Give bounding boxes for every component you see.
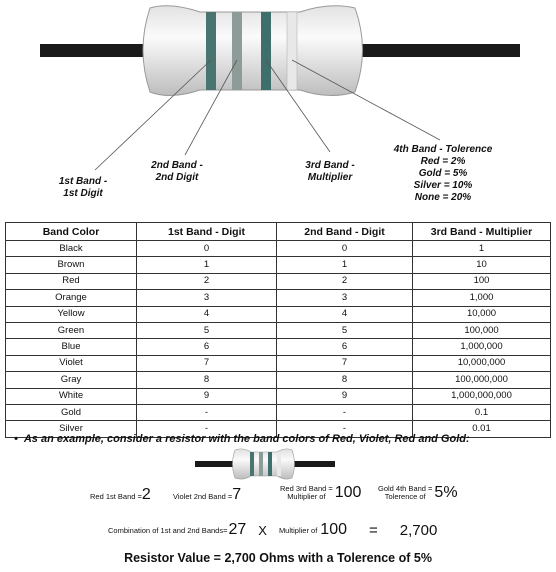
red-first-band-value: 2 (141, 486, 151, 503)
cell-multiplier: 10,000,000 (413, 355, 551, 371)
table-row (6, 273, 551, 289)
gold-fourth-band-label (378, 485, 432, 501)
band3-callout-line1: 3rd Band - (305, 160, 355, 171)
violet-second-band-value: 7 (232, 486, 242, 503)
right-lead (355, 44, 520, 57)
cell-color: Green (6, 322, 137, 338)
cell-digit1: 8 (137, 372, 277, 388)
cell-digit2: - (277, 404, 413, 420)
example-intro (14, 433, 550, 445)
cell-multiplier: 100,000 (413, 322, 551, 338)
violet-second-band-label: Violet 2nd Band = (173, 492, 233, 501)
red-third-band-value: 100 (334, 484, 362, 501)
cell-multiplier: 1,000,000 (413, 339, 551, 355)
cell-digit2: 8 (277, 372, 413, 388)
multiplier-value: 100 (320, 521, 347, 538)
combo-label: Combination of 1st and 2nd Bands= (108, 525, 228, 535)
cell-multiplier: 1 (413, 241, 551, 257)
example-band-4 (277, 452, 281, 476)
header-multiplier: 3rd Band - Multiplier (413, 223, 551, 241)
cell-digit1: 5 (137, 322, 277, 338)
band4-callout-line2: Red = 2% (420, 156, 466, 167)
band2-callout-line1: 2nd Band - (151, 160, 203, 171)
cell-digit2: 3 (277, 290, 413, 306)
product-value: 2,700 (399, 521, 438, 539)
table-row (6, 355, 551, 371)
table-row (6, 322, 551, 338)
red-third-band-label (280, 485, 333, 501)
band-2 (232, 12, 242, 90)
band2-callout (142, 160, 212, 184)
cell-digit1: 3 (137, 290, 277, 306)
cell-digit2: 5 (277, 322, 413, 338)
cell-multiplier: 10 (413, 257, 551, 273)
table-row (6, 388, 551, 404)
cell-color: Blue (6, 339, 137, 355)
red-third-band-label-line2: Multiplier of (287, 492, 326, 501)
cell-digit2: 9 (277, 388, 413, 404)
cell-multiplier: 100,000,000 (413, 372, 551, 388)
bullet-icon: • (14, 433, 18, 445)
header-first-digit: 1st Band - Digit (137, 223, 277, 241)
example-right-lead (290, 461, 335, 467)
cell-digit2: 7 (277, 355, 413, 371)
header-second-digit: 2nd Band - Digit (277, 223, 413, 241)
cell-color: Gold (6, 404, 137, 420)
violet-second-band (173, 486, 241, 504)
table-row (6, 339, 551, 355)
cell-color: Red (6, 273, 137, 289)
band4-callout-line5: None = 20% (414, 192, 472, 203)
cell-multiplier: 1,000 (413, 290, 551, 306)
band3-callout (295, 160, 365, 184)
cell-color: Brown (6, 257, 137, 273)
cell-color: Orange (6, 290, 137, 306)
gold-fourth-band (378, 484, 458, 502)
cell-digit1: 9 (137, 388, 277, 404)
example-left-lead (195, 461, 235, 467)
example-band-3 (268, 452, 272, 476)
band1-callout-line1: 1st Band - (58, 176, 108, 187)
band4-callout-line3: Gold = 5% (418, 168, 468, 179)
cell-color: Yellow (6, 306, 137, 322)
cell-digit2: - (277, 421, 413, 437)
cell-digit1: 4 (137, 306, 277, 322)
red-third-band-label-line1: Red 3rd Band = (280, 484, 333, 493)
cell-multiplier: 0.01 (413, 421, 551, 437)
red-first-band-label: Red 1st Band = (90, 492, 142, 501)
equals-sign: = (369, 521, 378, 539)
cell-digit2: 1 (277, 257, 413, 273)
cell-digit2: 6 (277, 339, 413, 355)
band3-callout-line2: Multiplier (307, 172, 353, 183)
band4-callout-line1: 4th Band - Tolerence (393, 144, 493, 155)
cell-digit1: 7 (137, 355, 277, 371)
left-lead (40, 44, 150, 57)
band4-callout-line4: Silver = 10% (413, 180, 473, 191)
cell-color: Violet (6, 355, 137, 371)
table-row (6, 372, 551, 388)
header-band-color: Band Color (6, 223, 137, 241)
cell-digit2: 0 (277, 241, 413, 257)
example-band-1 (250, 452, 254, 476)
calculation-row (108, 521, 437, 539)
band-4 (287, 12, 297, 90)
band2-callout-line2: 2nd Digit (155, 172, 199, 183)
cell-multiplier: 100 (413, 273, 551, 289)
red-first-band (90, 486, 151, 504)
cell-digit1: - (137, 421, 277, 437)
times-sign: X (258, 522, 267, 538)
cell-digit1: 1 (137, 257, 277, 273)
band1-callout-line2: 1st Digit (63, 188, 103, 199)
cell-digit1: 2 (137, 273, 277, 289)
table-header-row (6, 223, 551, 241)
cell-color: White (6, 388, 137, 404)
combo-value: 27 (228, 521, 247, 538)
table-row (6, 257, 551, 273)
leader-line-4 (292, 60, 440, 140)
gold-fourth-band-value: 5% (434, 484, 458, 501)
cell-digit1: 6 (137, 339, 277, 355)
table-row (6, 241, 551, 257)
band-1 (206, 12, 216, 90)
cell-color: Silver (6, 421, 137, 437)
cell-color: Black (6, 241, 137, 257)
example-resistor-body (233, 449, 295, 479)
cell-digit1: 0 (137, 241, 277, 257)
color-code-table (5, 222, 551, 438)
table-row (6, 404, 551, 420)
gold-fourth-band-label-line1: Gold 4th Band = (378, 484, 433, 493)
band-3 (261, 12, 271, 90)
red-third-band (280, 484, 361, 502)
example-intro-text: As an example, consider a resistor with the band colors of Red, Violet, Red and Gold: (23, 433, 470, 445)
table-row (6, 290, 551, 306)
band4-callout (388, 144, 498, 204)
example-resistor (195, 446, 335, 482)
cell-multiplier: 0.1 (413, 404, 551, 420)
example-band-2 (259, 452, 263, 476)
band1-callout (48, 176, 118, 200)
cell-multiplier: 10,000 (413, 306, 551, 322)
cell-color: Gray (6, 372, 137, 388)
resistor-body (143, 6, 363, 96)
gold-fourth-band-label-line2: Tolerence of (384, 492, 426, 501)
table-row (6, 306, 551, 322)
multiplier-label: Multiplier of (278, 525, 318, 535)
resistor-value-result: Resistor Value = 2,700 Ohms with a Tolerence of 5% (124, 551, 432, 565)
cell-digit1: - (137, 404, 277, 420)
cell-digit2: 4 (277, 306, 413, 322)
cell-digit2: 2 (277, 273, 413, 289)
cell-multiplier: 1,000,000,000 (413, 388, 551, 404)
